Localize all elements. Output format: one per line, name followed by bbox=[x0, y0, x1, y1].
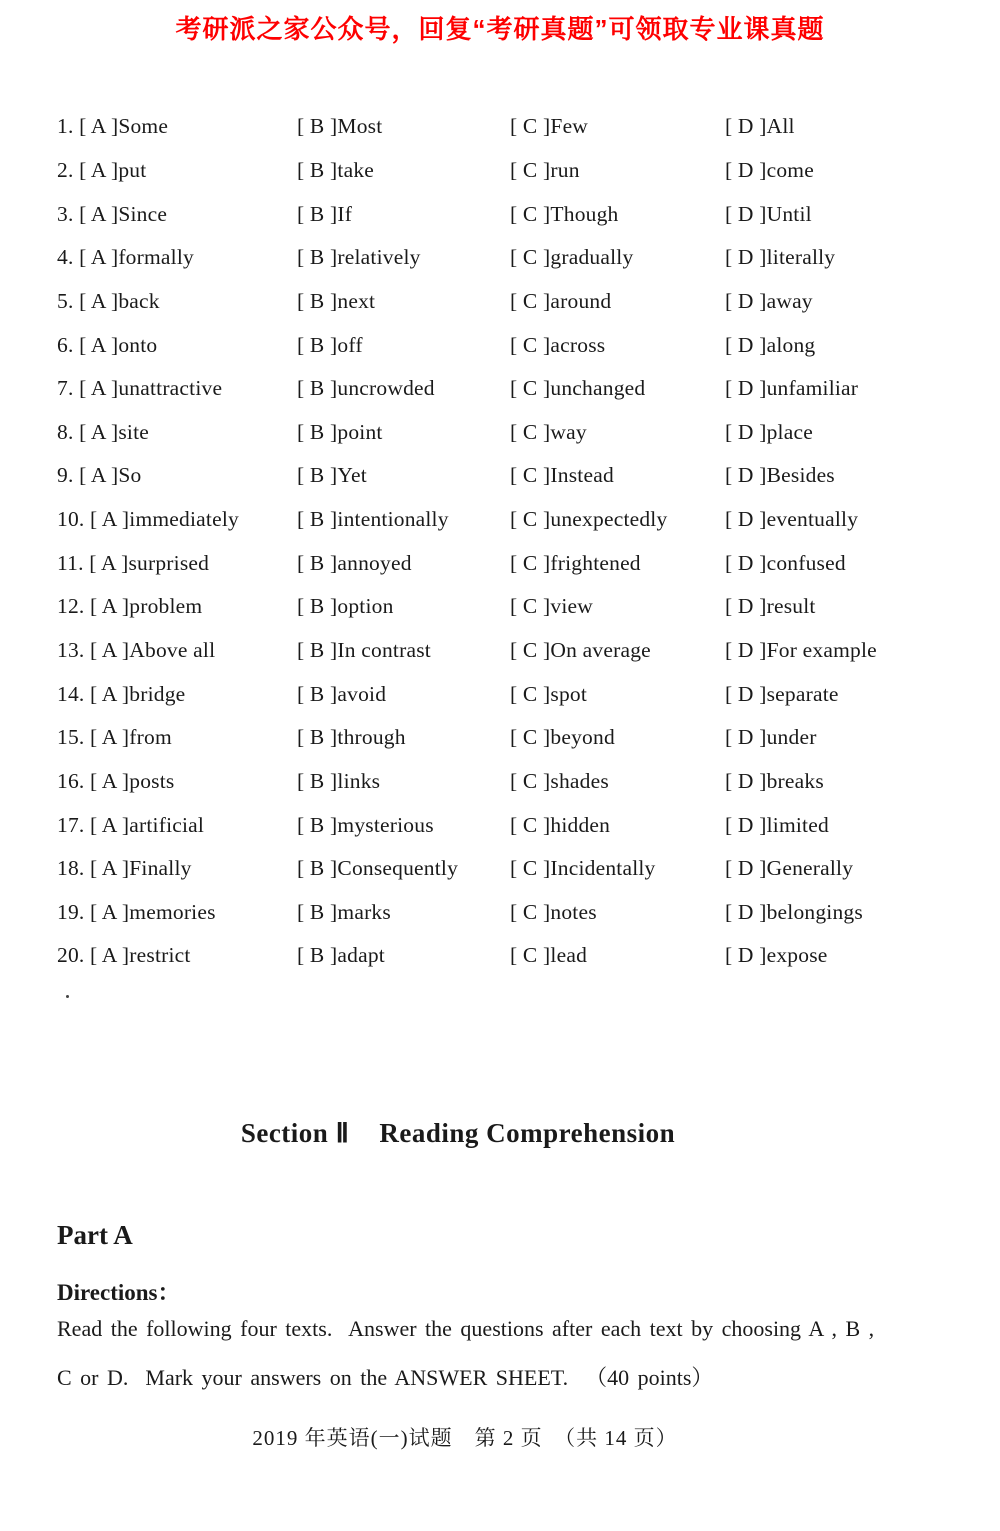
option-B: [ B ]off bbox=[297, 332, 363, 357]
option-C: [ C ]Though bbox=[510, 201, 619, 226]
question-row bbox=[57, 847, 985, 891]
directions-line-1: Read the following four texts. Answer the questions after each text by choosing A , B , bbox=[57, 1316, 875, 1341]
option-C: [ C ]way bbox=[510, 419, 587, 444]
option-D: [ D ]Generally bbox=[725, 856, 854, 881]
option-A: 11. [ A ]surprised bbox=[57, 550, 210, 575]
option-B: [ B ]Consequently bbox=[297, 856, 459, 881]
question-row bbox=[57, 672, 985, 716]
question-row bbox=[57, 192, 985, 236]
option-C: [ C ]view bbox=[510, 594, 594, 619]
page-footer: 2019 年英语(一)试题 第 2 页 （共 14 页） bbox=[252, 1426, 678, 1450]
question-row bbox=[57, 760, 985, 804]
option-C: [ C ]On average bbox=[510, 638, 651, 662]
option-C: [ C ]spot bbox=[510, 681, 588, 706]
option-B: [ B ]take bbox=[297, 157, 375, 182]
option-A: 9. [ A ]So bbox=[57, 463, 142, 488]
option-A: 15. [ A ]from bbox=[57, 725, 172, 750]
option-B: [ B ]next bbox=[297, 288, 376, 313]
question-row bbox=[57, 541, 985, 585]
option-D: [ D ]result bbox=[725, 594, 816, 619]
option-A: 1. [ A ]Some bbox=[57, 114, 169, 139]
option-C: [ C ]run bbox=[510, 157, 580, 182]
option-D: [ D ]breaks bbox=[725, 768, 824, 793]
option-B: [ B ]annoyed bbox=[297, 550, 412, 575]
question-row bbox=[57, 105, 985, 149]
option-B: [ B ]In contrast bbox=[297, 638, 431, 662]
option-D: [ D ]place bbox=[725, 419, 813, 444]
option-A: 10. [ A ]immediately bbox=[57, 507, 239, 532]
option-C: [ C ]unexpectedly bbox=[510, 507, 668, 532]
question-row bbox=[57, 323, 985, 367]
question-row bbox=[57, 149, 985, 193]
option-B: [ B ]avoid bbox=[297, 681, 387, 706]
option-B: [ B ]relatively bbox=[297, 245, 421, 270]
option-B: [ B ]mysterious bbox=[297, 812, 434, 837]
option-D: [ D ]confused bbox=[725, 550, 846, 575]
question-row bbox=[57, 585, 985, 629]
section-title bbox=[0, 1118, 916, 1149]
option-C: [ C ]around bbox=[510, 288, 612, 313]
option-D: [ D ]Until bbox=[725, 201, 812, 226]
option-B: [ B ]marks bbox=[297, 899, 391, 924]
option-C: [ C ]across bbox=[510, 332, 606, 357]
option-D: [ D ]expose bbox=[725, 943, 828, 968]
option-C: [ C ]beyond bbox=[510, 725, 615, 750]
section-name: Reading Comprehension bbox=[379, 1118, 676, 1148]
option-C: [ C ]unchanged bbox=[510, 376, 646, 401]
option-C: [ C ]lead bbox=[510, 943, 588, 968]
option-B: [ B ]adapt bbox=[297, 943, 385, 968]
question-row bbox=[57, 891, 985, 935]
option-A: 8. [ A ]site bbox=[57, 419, 149, 444]
option-C: [ C ]frightened bbox=[510, 550, 641, 575]
option-A: 3. [ A ]Since bbox=[57, 201, 168, 226]
question-row bbox=[57, 803, 985, 847]
option-D: [ D ]come bbox=[725, 157, 814, 182]
option-A: 16. [ A ]posts bbox=[57, 768, 175, 793]
option-B: [ B ]uncrowded bbox=[297, 376, 435, 401]
option-A: 18. [ A ]Finally bbox=[57, 856, 192, 881]
option-C: [ C ]hidden bbox=[510, 812, 611, 837]
option-D: [ D ]under bbox=[725, 725, 817, 750]
option-A: 12. [ A ]problem bbox=[57, 594, 203, 619]
question-row bbox=[57, 280, 985, 324]
scan-speck bbox=[66, 995, 69, 998]
option-A: 13. [ A ]Above all bbox=[57, 638, 216, 662]
option-B: [ B ]Most bbox=[297, 114, 383, 139]
option-A: 7. [ A ]unattractive bbox=[57, 376, 223, 401]
option-D: [ D ]literally bbox=[725, 245, 836, 270]
option-B: [ B ]intentionally bbox=[297, 507, 449, 532]
option-D: [ D ]eventually bbox=[725, 507, 859, 532]
option-C: [ C ]gradually bbox=[510, 245, 634, 270]
option-C: [ C ]Incidentally bbox=[510, 856, 656, 881]
option-C: [ C ]notes bbox=[510, 899, 597, 924]
part-title: Part A bbox=[57, 1220, 133, 1250]
question-row bbox=[57, 236, 985, 280]
option-D: [ D ]away bbox=[725, 288, 813, 313]
cloze-options-grid bbox=[57, 105, 985, 978]
option-D: [ D ]Besides bbox=[725, 463, 835, 488]
question-row bbox=[57, 367, 985, 411]
option-A: 19. [ A ]memories bbox=[57, 899, 216, 924]
option-A: 14. [ A ]bridge bbox=[57, 681, 186, 706]
option-B: [ B ]links bbox=[297, 768, 381, 793]
directions-label: Directions： bbox=[57, 1280, 181, 1305]
option-A: 6. [ A ]onto bbox=[57, 332, 158, 357]
option-A: 4. [ A ]formally bbox=[57, 245, 194, 270]
option-D: [ D ]All bbox=[725, 114, 795, 139]
option-B: [ B ]If bbox=[297, 201, 353, 226]
question-row bbox=[57, 629, 985, 673]
option-B: [ B ]point bbox=[297, 419, 383, 444]
option-B: [ B ]option bbox=[297, 594, 394, 619]
question-row bbox=[57, 716, 985, 760]
promo-banner: 考研派之家公众号，回复“考研真题”可领取专业课真题 bbox=[175, 14, 825, 44]
option-D: [ D ]separate bbox=[725, 681, 839, 706]
option-A: 2. [ A ]put bbox=[57, 157, 147, 182]
question-row bbox=[57, 410, 985, 454]
option-C: [ C ]Instead bbox=[510, 463, 614, 488]
section-number: Section Ⅱ bbox=[240, 1118, 350, 1148]
directions-line-2: C or D. Mark your answers on the ANSWER SHEET. （40 points） bbox=[57, 1365, 714, 1390]
option-A: 5. [ A ]back bbox=[57, 288, 160, 313]
option-B: [ B ]Yet bbox=[297, 463, 367, 488]
option-D: [ D ]belongings bbox=[725, 899, 863, 924]
option-D: [ D ]For example bbox=[725, 638, 877, 662]
option-B: [ B ]through bbox=[297, 725, 406, 750]
question-row bbox=[57, 498, 985, 542]
option-D: [ D ]unfamiliar bbox=[725, 376, 859, 401]
option-A: 20. [ A ]restrict bbox=[57, 943, 191, 968]
option-A: 17. [ A ]artificial bbox=[57, 812, 205, 837]
question-row bbox=[57, 454, 985, 498]
option-C: [ C ]shades bbox=[510, 768, 609, 793]
option-D: [ D ]limited bbox=[725, 812, 829, 837]
option-C: [ C ]Few bbox=[510, 114, 589, 139]
question-row bbox=[57, 934, 985, 978]
option-D: [ D ]along bbox=[725, 332, 816, 357]
